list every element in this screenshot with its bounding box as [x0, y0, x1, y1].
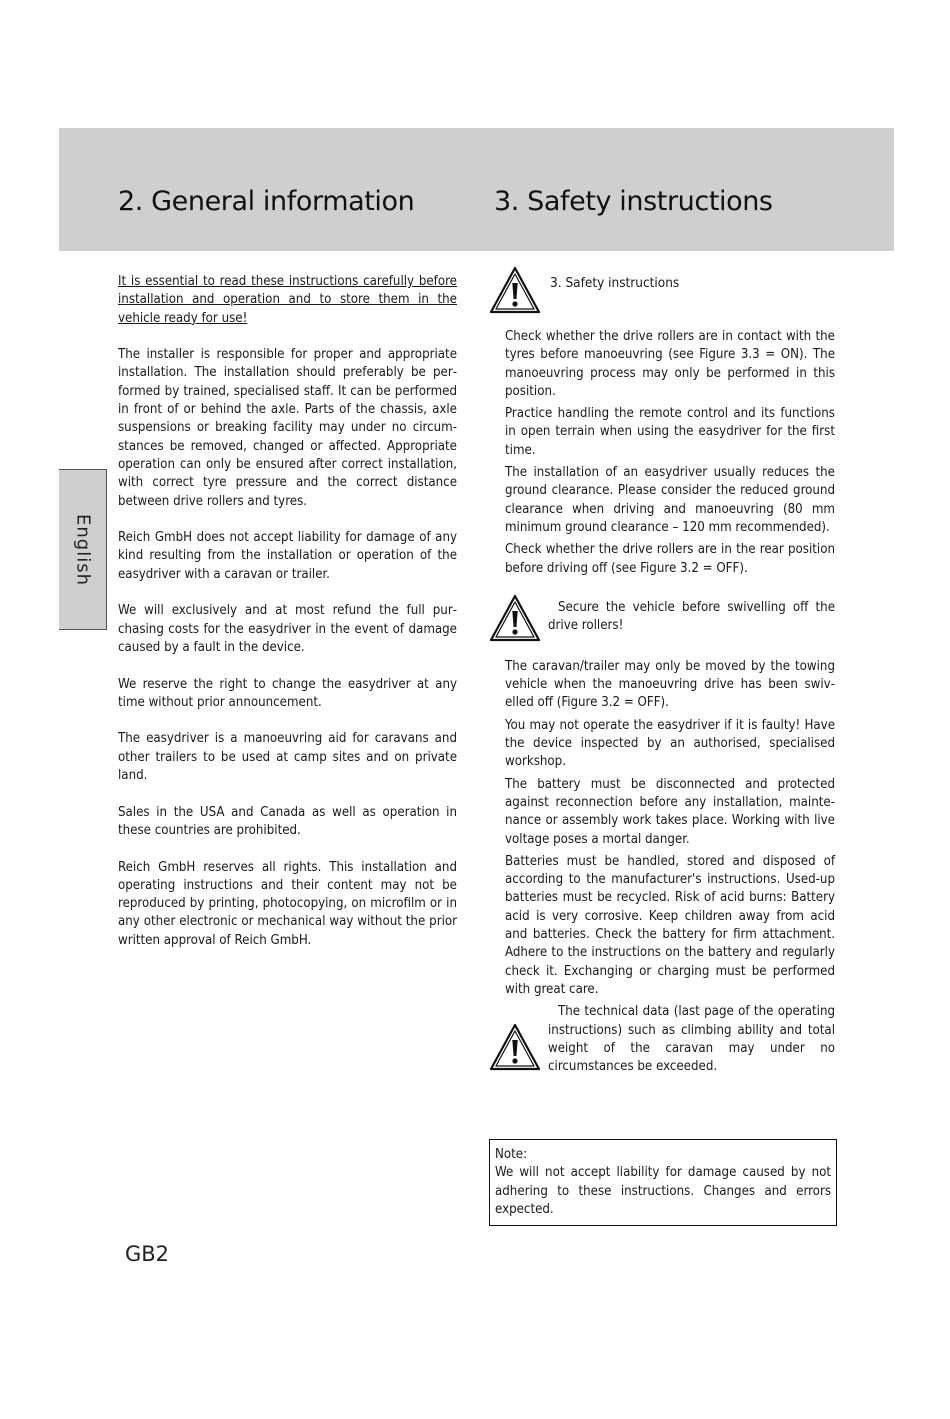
safety-paragraph: The battery must be disconnected and protected against reconnection before any installation, maintenance or assembly work takes place. Working with live voltage poses a mortal danger.	[505, 776, 835, 847]
warning-text: The technical data (last page of the operating instructions) such as climbing ability and total weight of the caravan may under no circumstances be exceeded.	[548, 1004, 835, 1075]
warning-triangle-icon	[489, 1023, 541, 1071]
safety-paragraph: The caravan/trailer may only be moved by the towing vehicle when the manoeuvring drive has been swivelled off (Figure 3.2 = OFF).	[505, 658, 835, 711]
note-label: Note:	[495, 1147, 528, 1162]
page-number: GB2	[125, 1242, 170, 1266]
general-information-column	[118, 273, 457, 968]
paragraph: We reserve the right to change the easydriver at any time without prior announcement.	[118, 676, 457, 710]
paragraph: Reich GmbH reserves all rights. This installation and operating instructions and their content may not be reproduced by printing, photocopying, on microfilm or in any other electronic or mechanical way without the prior written approval of Reich GmbH.	[118, 859, 457, 948]
note-box	[489, 1139, 837, 1226]
paragraph: We will exclusively and at most refund the full purchasing costs for the easydriver in the event of damage caused by a fault in the device.	[118, 603, 457, 655]
safety-paragraph: Check whether the drive rollers are in the rear position before driving off (see Figure 3.2 = OFF).	[505, 542, 835, 576]
safety-paragraph: You may not operate the easydriver if it is faulty! Have the device inspected by an authorised, specialised workshop.	[505, 717, 835, 770]
intro-notice: It is essential to read these instructions carefully before installation and operation and to store them in the vehicle ready for use!	[118, 274, 457, 326]
safety-instructions-column	[489, 266, 835, 1077]
language-tab-label: English	[72, 513, 93, 586]
safety-paragraph: The installation of an easydriver usually reduces the ground clearance. Please consider the reduced ground clearance when driving and manoeuvring (80 mm minimum ground clearance – 120 mm recommended).	[505, 465, 835, 535]
warning-triangle-icon	[489, 266, 541, 314]
paragraph: The easydriver is a manoeuvring aid for caravans and other trailers to be used at camp sites and on private land.	[118, 731, 457, 784]
warning-block	[489, 1003, 835, 1077]
section-title-general-information: 2. General information	[118, 186, 415, 217]
section-title-safety-instructions: 3. Safety instructions	[494, 186, 773, 217]
paragraph: The installer is responsible for proper and appropriate installation. The installation should preferably be performed by trained, specialised staff. It can be performed in front of or behind the axle. Parts of the chassis, axle suspensions or breaking facility may under no circumstances be removed, changed or affected. Appropriate operation can only be ensured after correct installation, with correct tyre pressure and the correct distance between drive rollers and tyres.	[118, 347, 457, 509]
safety-paragraph: Batteries must be handled, stored and disposed of according to the manufacturer's instructions. Used-up batteries must be recycled. Risk of acid burns: Battery acid is very corrosive. Keep children away from acid and batteries. Check the battery for firm attachment. Adhere to the instructions on the battery and regularly check it. Exchanging or charging must be performed with great care.	[505, 853, 835, 997]
warning-triangle-icon	[489, 594, 541, 642]
note-text: We will not accept liability for damage caused by not adhering to these instructions. Changes and errors expected.	[495, 1165, 831, 1217]
paragraph: Sales in the USA and Canada as well as operation in these countries are prohibited.	[118, 804, 457, 838]
safety-paragraph: Practice handling the remote control and its functions in open terrain when using the easydriver for the first time.	[505, 406, 835, 458]
safety-subheading: 3. Safety instructions	[550, 275, 680, 291]
warning-block	[489, 594, 835, 644]
warning-text: Secure the vehicle before swivelling off the drive rollers!	[548, 599, 835, 634]
safety-paragraph: Check whether the drive rollers are in contact with the tyres before manoeuvring (see Figure 3.3 = ON). The manoeuvring process may only be performed in this position.	[505, 329, 835, 399]
paragraph: Reich GmbH does not accept liability for damage of any kind resulting from the installation or operation of the easydriver with a caravan or trailer.	[118, 530, 457, 582]
language-tab	[59, 469, 107, 630]
safety-heading-row	[489, 266, 835, 328]
